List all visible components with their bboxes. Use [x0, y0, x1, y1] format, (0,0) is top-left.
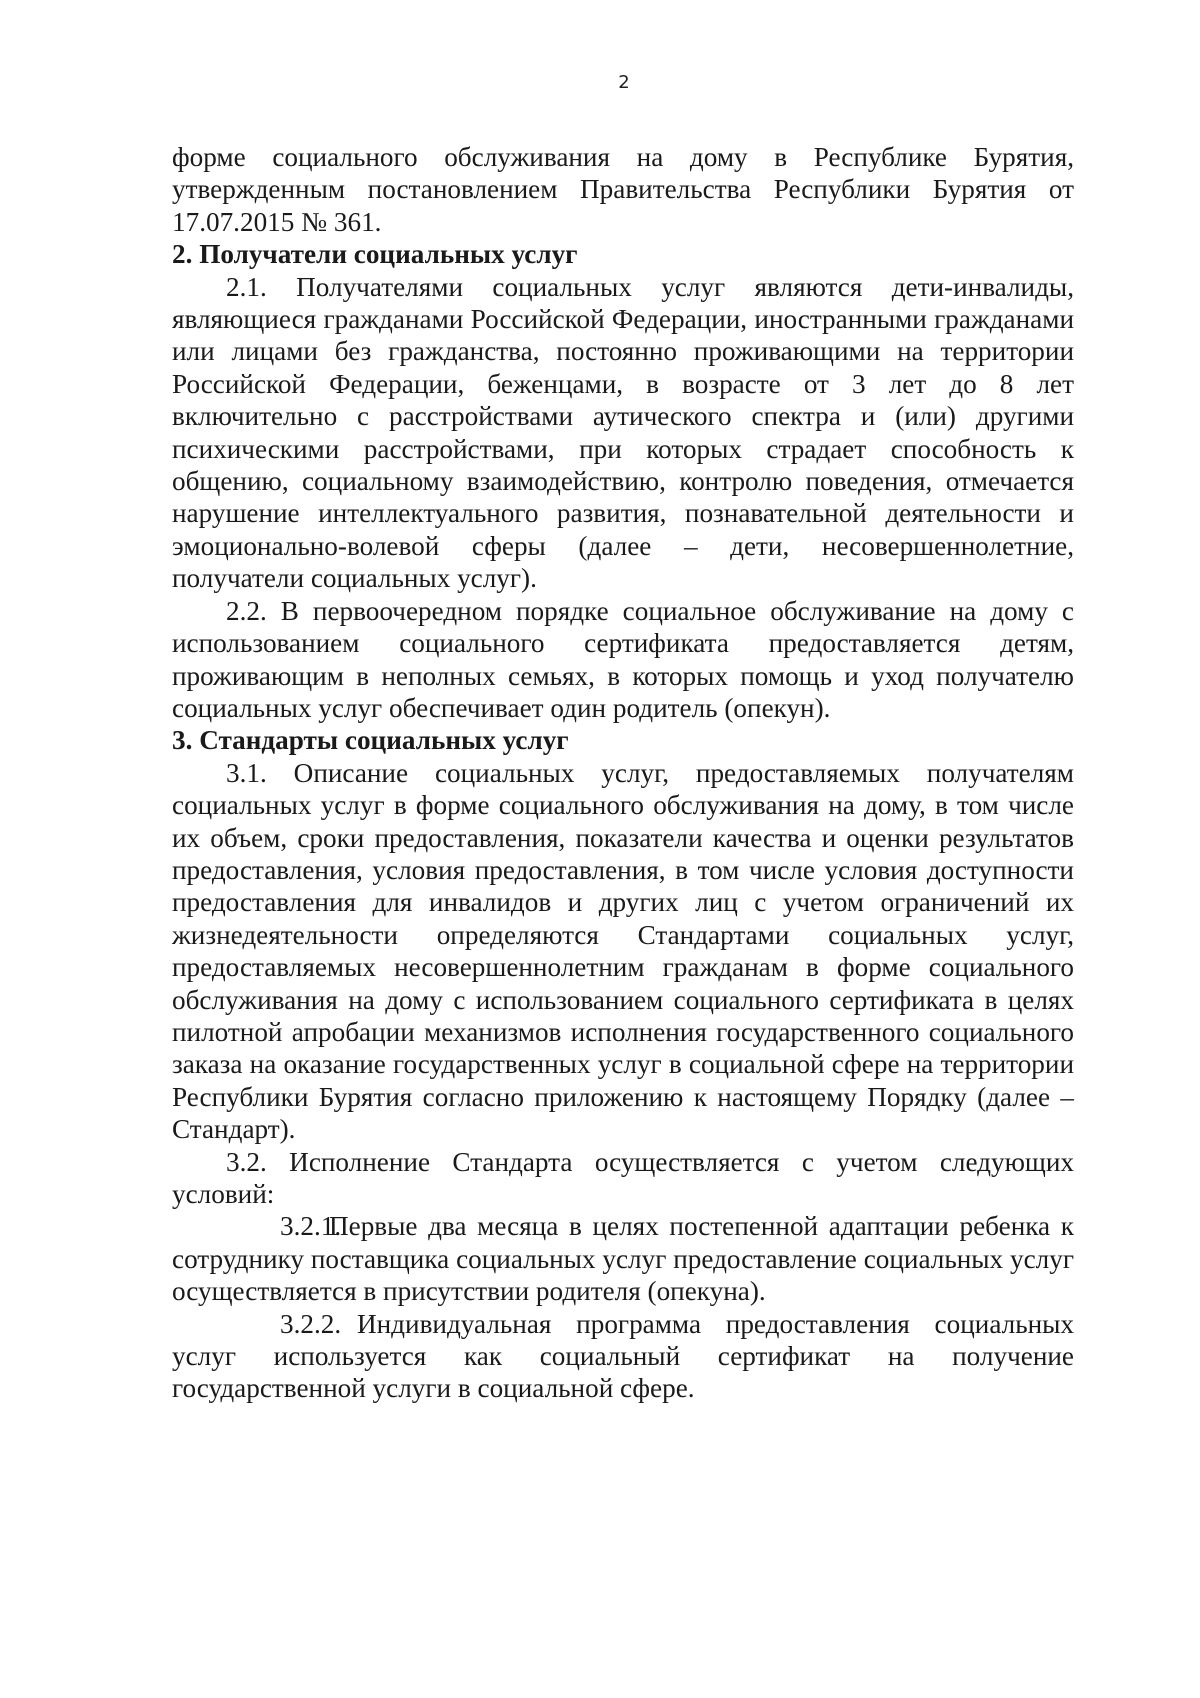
section-3-heading: 3. Стандарты социальных услуг	[172, 725, 569, 756]
paragraph-3-2-2	[172, 1308, 1074, 1405]
page-number: 2	[618, 72, 630, 93]
intro-paragraph: форме социального обслуживания на дому в Республике Бурятия, утвержденным постановлением Правительства Республики Бурятия от 17.07.2015 № 361.	[172, 142, 1074, 237]
paragraph-3-1: 3.1. Описание социальных услуг, предоставляемых получателям социальных услуг в форме социального обслуживания на дому, в том числе их объем, сроки предоставления, показатели качества и оценки результатов предоставления, условия предоставления, в том числе условия доступности предоставления для инвалидов и других лиц с учетом ограничений их жизнедеятельности определяются Стандартами социальных услуг, предоставляемых несовершеннолетним гражданам в форме социального обслуживания на дому с использованием социального сертификата в целях пилотной апробации механизмов исполнения государственного социального заказа на оказание государственных услуг в социальной сфере на территории Республики Бурятия согласно приложению к настоящему Порядку (далее – Стандарт).	[172, 757, 1074, 1145]
document-body	[172, 141, 1074, 1405]
section-2-heading: 2. Получатели социальных услуг	[172, 239, 578, 270]
paragraph-2-1: 2.1. Получателями социальных услуг являются дети-инвалиды, являющиеся гражданами Российской Федерации, иностранными гражданами или лицами без гражданства, постоянно проживающими на территории Российской Федерации, беженцами, в возрасте от 3 лет до 8 лет включительно с расстройствами аутического спектра и (или) другими психическими расстройствами, при которых страдает способность к общению, социальному взаимодействию, контролю поведения, отмечается нарушение интеллектуального развития, познавательной деятельности и эмоционально-волевой сферы (далее – дети, несовершеннолетние, получатели социальных услуг).	[172, 271, 1074, 594]
clause-number: 3.2.2.	[280, 1308, 342, 1339]
clause-number: 3.2.1.	[280, 1211, 342, 1242]
clause-text: Первые два месяца в целях постепенной адаптации ребенка к сотруднику поставщика социальных услуг предоставление социальных услуг осуществляется в присутствии родителя (опекуна).	[172, 1211, 1074, 1307]
clause-text: Индивидуальная программа предоставления социальных услуг используется как социальный сертификат на получение государственной услуги в социальной сфере.	[172, 1308, 1074, 1404]
paragraph-3-2-1	[172, 1210, 1074, 1307]
paragraph-3-2: 3.2. Исполнение Стандарта осуществляется с учетом следующих условий:	[172, 1146, 1074, 1209]
paragraph-2-2: 2.2. В первоочередном порядке социальное обслуживание на дому с использованием социального сертификата предоставляется детям, проживающим в неполных семьях, в которых помощь и уход получателю социальных услуг обеспечивает один родитель (опекун).	[172, 595, 1074, 723]
